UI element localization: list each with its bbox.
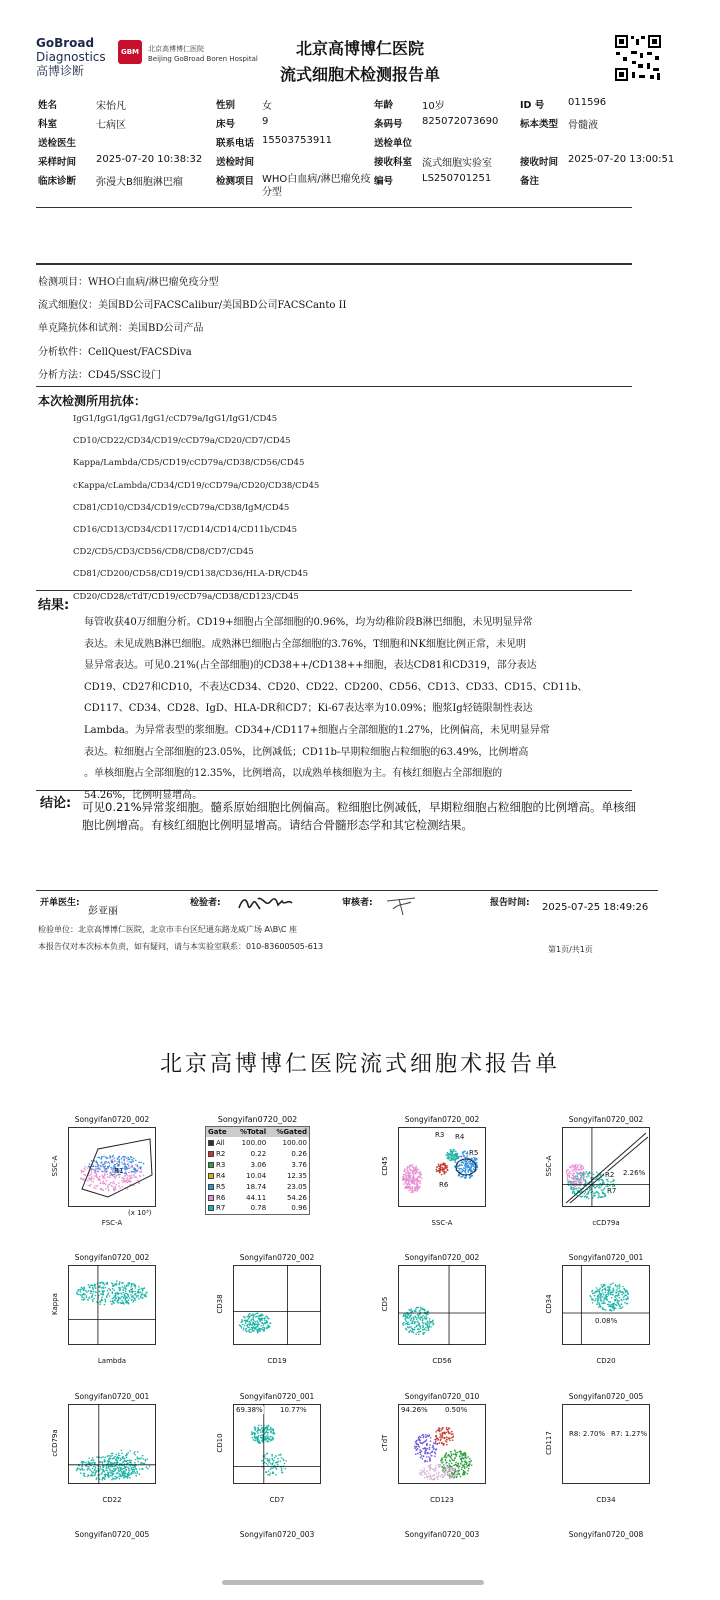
plot-footer-title: Songyifan0720_008 [568,1530,644,1539]
y-axis-label: CD38 [216,1294,224,1314]
report-title-line1: 北京高博博仁医院 [295,39,424,58]
divider [36,386,632,387]
divider [36,263,632,265]
x-axis-label: CD123 [430,1496,454,1504]
tester-label: 检验者: [190,898,221,908]
hospital-cn: 北京高博博仁医院 [148,45,204,53]
flow-cytometry-plot [562,1265,650,1345]
flow-cytometry-plot [68,1127,156,1207]
gate-table-header: %Gated [268,1127,309,1138]
info-value: 15503753911 [262,135,332,146]
gate-color-swatch [208,1173,214,1179]
gate-percentage: R8: 2.70% [569,1430,606,1438]
info-value: 骨髓液 [568,120,598,131]
gate-row [206,1203,310,1214]
antibody-panel: Kappa/Lambda/CD5/CD19/cCD79a/CD38/CD56/CD45 [73,458,305,469]
gate-name: R7 [216,1204,226,1213]
info-value [96,134,216,153]
gate-percentage: 0.50% [445,1406,468,1414]
info-value: 2025-07-20 10:38:32 [96,154,203,165]
antibody-panel: cKappa/cLambda/CD34/CD19/cCD79a/CD20/CD38/CD45 [73,480,320,491]
flow-cytometry-plot [398,1404,486,1484]
footer-lab: 检验单位：北京高博博仁医院，北京市丰台区纪通东路龙威广场 A\B\C 座 [38,925,298,934]
gate-table-header: %Total [233,1127,268,1138]
footer-note: 本报告仅对本次标本负责，如有疑问，请与本实验室联系：010-83600505-613 [38,942,324,951]
info-key: 临床诊断 [38,176,77,187]
gate-total: 10.04 [246,1171,267,1180]
logo-line-3: 高博诊断 [36,64,85,78]
info-value: 9 [262,116,269,127]
gate-percentage: 10.77% [280,1406,307,1414]
gate-gated: 0.26 [291,1149,307,1158]
plot-title: Songyifan0720_001 [74,1392,150,1401]
info-key: 编号 [374,176,394,187]
info-value: 女 [262,101,272,112]
result-line: Lambda。为异常表型的浆细胞。CD34+/CD117+细胞占全部细胞的1.27%，比例偏高，未见明显异常 [84,724,550,736]
gate-percentage: R7: 1.27% [611,1430,648,1438]
info-key: 科室 [38,119,58,130]
info-value: LS250701251 [422,173,492,184]
gate-name: All [216,1138,225,1147]
plot-title: Songyifan0720_002 [404,1115,480,1124]
info-row [38,115,688,134]
info-value [422,134,520,153]
gate-percentage: R5 [469,1149,479,1157]
gate-total: 0.22 [250,1149,267,1158]
x-axis-label: Lambda [97,1357,127,1365]
info-key: 送检医生 [38,138,77,149]
flow-cytometry-plot [398,1265,486,1345]
page-number: 第1页/共1页 [548,945,593,954]
info-key: 接收时间 [520,157,559,168]
plot-title: Songyifan0720_010 [404,1392,480,1401]
info-key: 联系电话 [216,138,255,149]
antibody-panel: IgG1/IgG1/IgG1/IgG1/cCD79a/IgG1/IgG1/CD45 [73,414,278,424]
gate-total: 3.06 [250,1160,267,1169]
info-value: 七病区 [96,120,126,131]
doctor-name: 彭亚丽 [88,906,118,917]
page2-title: 北京高博博仁医院流式细胞术报告单 [159,1052,560,1077]
plot-footer-title: Songyifan0720_005 [74,1530,150,1539]
gate-color-swatch [208,1205,214,1211]
gate-color-swatch [208,1140,214,1146]
gobroad-logo [36,36,106,78]
y-axis-label: cCD79a [51,1429,59,1457]
method-gating: 分析方法：CD45/SSC设门 [38,370,161,381]
gate-row [206,1148,310,1159]
divider [36,790,632,791]
conclusion-label: 结论: [40,796,72,811]
result-line: CD117、CD34、CD28、IgD、HLA-DR和CD7；Ki-67表达率为10.09%；胞浆Ig轻链限制性表达 [84,703,533,715]
logo-line-1: GoBroad [36,36,95,50]
y-axis-label: CD117 [545,1431,553,1455]
info-key: 检测项目 [216,176,255,187]
logo-line-2: Diagnostics [36,50,106,64]
gate-percentage: R6 [439,1181,449,1189]
gate-name: R4 [216,1171,226,1180]
report-time: 2025-07-25 18:49:26 [542,902,649,913]
antibody-panel: CD20/CD28/cTdT/CD19/cCD79a/CD38/CD123/CD45 [73,591,299,602]
plot-title: Songyifan0720_005 [568,1392,644,1401]
plot-footer-title: Songyifan0720_003 [404,1530,480,1539]
info-key: 条码号 [374,119,403,130]
y-axis-label: CD5 [381,1296,389,1312]
qr-code-icon [614,34,662,82]
info-key: 姓名 [38,100,58,111]
x-axis-label: CD20 [596,1357,616,1365]
info-key: 送检单位 [374,138,413,149]
plot-title: Songyifan0720_002 [568,1115,644,1124]
info-value: 825072073690 [422,116,499,127]
hospital-en: Beijing GoBroad Boren Hospital [148,55,258,63]
flow-cytometry-plot [68,1265,156,1345]
y-axis-label: cTdT [381,1434,389,1452]
gate-gated: 23.05 [286,1182,307,1191]
info-value: 弥漫大B细胞淋巴瘤 [96,177,183,188]
info-row [38,172,688,200]
plot-footer-title: Songyifan0720_003 [239,1530,315,1539]
divider [36,590,632,591]
gate-color-swatch [208,1162,214,1168]
result-label: 结果: [38,598,70,613]
gate-name: R2 [216,1149,226,1158]
x-axis-label: CD34 [596,1496,616,1504]
plot-title: Songyifan0720_002 [404,1253,480,1262]
info-key: 送检时间 [216,157,255,168]
info-key: 年龄 [374,100,394,111]
conclusion-text: 可见0.21%异常浆细胞。髓系原始细胞比例偏高。粒细胞比例减低，早期粒细胞占粒细胞的比例增高。单核细胞比例增高。有核红细胞比例明显增高。请结合骨髓形态学和其它检测结果。 [82,800,637,832]
doctor-label: 开单医生: [40,898,80,908]
plot-title: Songyifan0720_002 [74,1115,150,1124]
plot-title: Songyifan0720_001 [568,1253,644,1262]
gate-gated: 3.76 [291,1160,307,1169]
scroll-indicator[interactable] [222,1580,484,1585]
result-line: 显异常表达。可见0.21%(占全部细胞)的CD38++/CD138++细胞，表达CD81和CD319，部分表达 [84,660,537,672]
gate-color-swatch [208,1151,214,1157]
result-line: 表达。粒细胞占全部细胞的23.05%，比例减低；CD11b-早期粒细胞占粒细胞的63.49%，比例增高 [84,746,529,758]
x-axis-label: CD56 [432,1357,452,1365]
gate-percentage: R3 [435,1131,445,1139]
report-title [250,36,470,88]
plot-title: Songyifan0720_002 [239,1253,315,1262]
reviewer-signature-icon [385,893,419,917]
report-title-line2: 流式细胞术检测报告单 [279,65,440,84]
antibody-panel: CD81/CD200/CD58/CD19/CD138/CD36/HLA-DR/CD45 [73,569,309,580]
result-line: 表达。未见成熟B淋巴细胞。成熟淋巴细胞占全部细胞的3.76%，T细胞和NK细胞比例正常，未见明 [84,638,527,650]
info-value [262,153,374,172]
gate-percentage: 94.26% [401,1406,428,1414]
info-key: 床号 [216,119,236,130]
method-software: 分析软件：CellQuest/FACSDiva [38,347,192,358]
method-cytometer: 流式细胞仪：美国BD公司FACSCalibur/美国BD公司FACSCanto II [38,300,347,311]
flow-cytometry-plot [68,1404,156,1484]
plot-title: Songyifan0720_002 [74,1253,150,1262]
x-axis-label: CD7 [269,1496,285,1504]
result-line: 每管收获40万细胞分析。CD19+细胞占全部细胞的0.96%，均为幼稚阶段B淋巴细胞，未见明显异常 [84,617,533,628]
divider [36,890,658,891]
gbm-badge-icon: GBM [118,40,142,64]
gate-row [206,1192,310,1203]
info-value [568,134,688,153]
antibody-panel: CD16/CD13/CD34/CD117/CD14/CD14/CD11b/CD45 [73,525,297,535]
method-reagents: 单克隆抗体和试剂：美国BD公司产品 [38,323,204,334]
info-key: 标本类型 [520,119,559,130]
gate-name: R6 [216,1193,226,1202]
gate-gated: 12.35 [286,1171,307,1180]
result-line: CD19、CD27和CD10，不表达CD34、CD20、CD22、CD200、CD56、CD13、CD33、CD15、CD11b、 [84,681,588,693]
x-axis-label: SSC-A [431,1219,453,1227]
info-value: 10岁 [422,101,445,112]
gate-color-swatch [208,1195,214,1201]
gate-row [206,1170,310,1181]
info-key: 备注 [520,176,540,187]
antibodies-title: 本次检测所用抗体： [38,394,147,408]
method-item: 检测项目：WHO白血病/淋巴瘤免疫分型 [38,277,219,288]
info-key: 性别 [216,100,236,111]
gate-percentage: 0.08% [595,1317,618,1325]
gate-name: R5 [216,1182,226,1191]
info-value [568,172,688,200]
info-row [38,134,688,153]
gate-table-title: Songyifan0720_002 [217,1115,298,1124]
x-axis-label: FSC-A [101,1219,123,1227]
flow-cytometry-plot [562,1404,650,1484]
info-value: 宋怡凡 [96,101,126,112]
info-row [38,96,688,115]
result-text [84,612,639,806]
gate-row [206,1159,310,1170]
info-value: 011596 [568,97,607,108]
info-value: 流式细胞实验室 [422,158,492,169]
gate-label: R1 [114,1167,124,1175]
gate-name: R3 [216,1160,226,1169]
gate-statistics-table [205,1115,310,1215]
axis-unit: (x 10³) [128,1209,152,1217]
antibody-panel: CD10/CD22/CD34/CD19/cCD79a/CD20/CD7/CD45 [73,436,291,447]
gate-total: 18.74 [246,1182,267,1191]
x-axis-label: CD19 [267,1357,287,1365]
reviewer-label: 审核者: [342,898,373,908]
gate-table-header: Gate [206,1127,233,1138]
gate-percentage: 69.38% [236,1406,263,1414]
info-value: 2025-07-20 13:00:51 [568,154,675,165]
info-key [520,134,568,153]
info-value: WHO白血病/淋巴瘤免疫分型 [262,174,371,198]
flow-cytometry-plot [233,1404,321,1484]
gate-row [206,1137,310,1148]
y-axis-label: Kappa [51,1293,59,1315]
flow-cytometry-plot [233,1265,321,1345]
y-axis-label: CD10 [216,1433,224,1453]
gate-percentage: R2 [605,1171,615,1179]
gate-gated: 54.26 [286,1193,307,1202]
divider [36,207,632,208]
x-axis-label: cCD79a [592,1219,620,1227]
y-axis-label: SSC-A [545,1155,553,1177]
tester-signature-icon [236,893,296,915]
gate-gated: 100.00 [282,1138,307,1147]
gate-total: 0.78 [250,1204,267,1213]
gate-percentage: 2.26% [623,1169,646,1177]
y-axis-label: SSC-A [51,1155,59,1177]
plot-title: Songyifan0720_001 [239,1392,315,1401]
gate-percentage: R7 [607,1187,617,1195]
y-axis-label: CD45 [381,1156,389,1176]
x-axis-label: CD22 [102,1496,122,1504]
gate-row [206,1181,310,1192]
patient-info [38,96,688,200]
info-key: 采样时间 [38,157,77,168]
gate-gated: 0.96 [291,1204,307,1213]
gate-percentage: R4 [455,1133,465,1141]
flow-cytometry-plot [398,1127,486,1207]
gate-total: 100.00 [241,1138,267,1147]
y-axis-label: CD34 [545,1294,553,1314]
hospital-logo-text [148,44,258,64]
gate-total: 44.11 [246,1193,267,1202]
report-time-label: 报告时间: [490,898,530,908]
flow-cytometry-plot [562,1127,650,1207]
antibody-panel: CD2/CD5/CD3/CD56/CD8/CD8/CD7/CD45 [73,547,254,558]
result-line: 。单核细胞占全部细胞的12.35%，比例增高，以成熟单核细胞为主。有核红细胞占全部细胞的 [84,768,503,780]
info-row [38,153,688,172]
antibody-panel: CD81/CD10/CD34/CD19/cCD79a/CD38/IgM/CD45 [73,502,290,513]
gate-color-swatch [208,1184,214,1190]
info-key: 接收科室 [374,157,413,168]
info-key: ID 号 [520,100,545,111]
result-line: 54.26%，比例明显增高。 [84,789,203,801]
